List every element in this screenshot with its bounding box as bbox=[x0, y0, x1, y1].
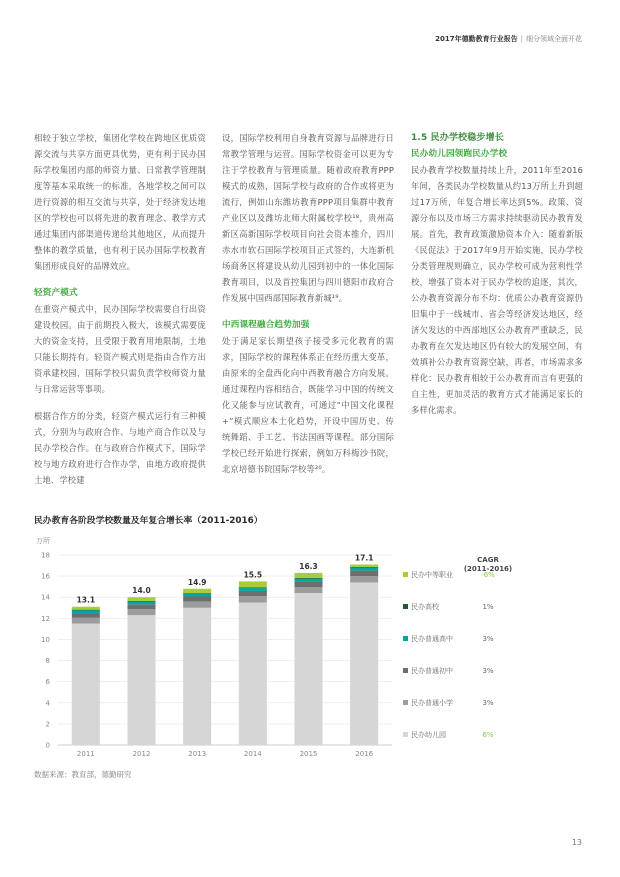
y-tick-label: 8 bbox=[45, 657, 50, 666]
bar-segment bbox=[295, 579, 323, 582]
paragraph: 相较于独立学校，集团化学校在跨地区优质资源交流与共享方面更具优势，更有利于民办国际学校集团内部的师资力量、日常教学管理制度等基本采取统一的标准，各地学校之间可以进行资源的相互交流与共享，处于经济发达地区的学校也可以将先进的教育理念、教学方式通过集团内部渠道传递给其他地区，从而提升整体的教学质量，也有利于民办国际学校教育集团形成良好的品牌效应。 bbox=[34, 133, 206, 271]
report-subtitle: 细分领域全面开花 bbox=[526, 35, 582, 43]
cagr-value: 6% bbox=[482, 731, 494, 739]
bar-segment bbox=[239, 591, 267, 596]
x-tick-label: 2014 bbox=[243, 750, 262, 758]
bar-segment bbox=[72, 613, 100, 618]
bar-segment bbox=[239, 596, 267, 602]
bar-segment bbox=[239, 587, 267, 588]
legend-swatch bbox=[403, 668, 408, 673]
bar-segment bbox=[183, 601, 211, 607]
bar-segment bbox=[350, 571, 378, 576]
bar-segment bbox=[239, 588, 267, 591]
legend-swatch bbox=[403, 636, 408, 641]
paragraph: 根据合作方的分类，轻资产模式运行有三种模式，分别为与政府合作、与地产商合作以及与民办学校合作。在与政府合作模式下，国际学校与地方政府进行合作办学，由地方政府提供土地、学校建 bbox=[34, 411, 206, 485]
bar-segment bbox=[295, 582, 323, 587]
x-tick-label: 2016 bbox=[355, 750, 374, 758]
bar-segment bbox=[183, 596, 211, 601]
bar-segment bbox=[183, 608, 211, 745]
legend-swatch bbox=[403, 572, 408, 577]
bar-segment bbox=[128, 601, 156, 602]
chart-title: 民办教育各阶段学校数量及年复合增长率（2011-2016） bbox=[34, 516, 263, 526]
legend-label: 民办幼儿园 bbox=[411, 731, 446, 739]
legend-swatch bbox=[403, 732, 408, 737]
legend-label: 民办高校 bbox=[411, 603, 439, 611]
bar-segment bbox=[72, 607, 100, 610]
cagr-value: -6% bbox=[481, 571, 495, 579]
bar-segment bbox=[295, 573, 323, 578]
bar-segment bbox=[128, 604, 156, 609]
bar-segment bbox=[350, 567, 378, 568]
bar-segment bbox=[350, 568, 378, 571]
bar-segment bbox=[350, 565, 378, 567]
paragraph: 民办教育学校数量持续上升，2011年至2016年间，各类民办学校数量从约13万所上升到超过17万所，年复合增长率达到5%。政策、资源分布以及市场三方需求持续驱动民办教育发展。首先，教育政策激励资本介入：随着新版《民促法》于2017年9月开始实施，民办学校分类管理规则确立，民办学校可成为营利性学校，增强了资本对于民办学校的追逐，其次，公办教育资源分布不均：优质公办教育资源仍旧集中于一线城市、省会等经济发达地区，经济欠发达的中西部地区公办教育严重缺乏，民办教育在欠发达地区仍有较大的发展空间，有效填补公办教育资源空缺，再者，市场需求多样化：民办教育相较于公办教育而言有更强的自主性，更加灵活的教育方式才能满足家长的多样化需求。 bbox=[411, 165, 583, 415]
cagr-value: 3% bbox=[482, 699, 494, 707]
y-tick-label: 6 bbox=[45, 678, 50, 687]
bar-segment bbox=[350, 576, 378, 582]
legend-label: 民办普通小学 bbox=[411, 699, 453, 707]
bar-segment bbox=[295, 578, 323, 579]
bar-segment bbox=[72, 624, 100, 745]
bar-segment bbox=[239, 603, 267, 746]
paragraph: 设，国际学校利用自身教育资源与品牌进行日常教学管理与运营。国际学校资金可以更为专注于学校教育与管理质量。随着政府教育PPP模式的成熟，国际学校与政府的合作或将更为流行，例如山东潍坊教育PPP项目集群中教育产业区以及潍坊北师大附属校学校¹⁸，贵州高新区高新国际学校项目向社会资本推介，四川赤水市软石国际学校项目正式签约，大连新机场商务区将建设从幼儿园到初中的一体化国际教育项目，以及首控集团与四川德阳市政府合作发展中国西部国际教育新城¹⁹。 bbox=[222, 133, 394, 303]
bar-segment bbox=[128, 615, 156, 745]
bar-segment bbox=[295, 593, 323, 745]
legend-label: 民办普通初中 bbox=[411, 667, 453, 675]
cagr-value: 1% bbox=[482, 603, 494, 611]
x-tick-label: 2011 bbox=[76, 750, 95, 758]
section-title: 1.5 民办学校稳步增长 bbox=[411, 133, 504, 143]
y-tick-label: 16 bbox=[41, 572, 50, 581]
bar-segment bbox=[72, 610, 100, 613]
legend-label: 民办普通高中 bbox=[411, 635, 453, 643]
cagr-title: CAGR bbox=[477, 556, 499, 564]
bar-segment bbox=[128, 597, 156, 601]
legend-swatch bbox=[403, 604, 408, 609]
bar-total-label: 16.3 bbox=[299, 561, 318, 571]
report-title: 2017年德勤教育行业报告 bbox=[435, 35, 518, 43]
y-tick-label: 2 bbox=[45, 720, 50, 729]
bar-segment bbox=[183, 593, 211, 594]
section-heading: 民办幼儿园领跑民办学校 bbox=[411, 149, 508, 159]
y-unit-label: 万所 bbox=[36, 537, 50, 545]
bar-total-label: 17.1 bbox=[354, 553, 374, 563]
bar-segment bbox=[183, 594, 211, 597]
cagr-value: 3% bbox=[482, 635, 494, 643]
bar-segment bbox=[295, 587, 323, 593]
y-tick-label: 14 bbox=[41, 593, 50, 602]
y-tick-label: 10 bbox=[41, 635, 50, 644]
legend-label: 民办中等职业 bbox=[411, 571, 453, 579]
bar-segment bbox=[128, 609, 156, 615]
page-number: 13 bbox=[571, 838, 582, 847]
header-separator: | bbox=[520, 35, 523, 43]
x-tick-label: 2012 bbox=[132, 750, 151, 758]
cagr-subtitle: (2011-2016) bbox=[463, 565, 513, 573]
bar-segment bbox=[128, 602, 156, 605]
y-tick-label: 12 bbox=[41, 614, 50, 623]
bar-total-label: 13.1 bbox=[76, 595, 96, 605]
legend-swatch bbox=[403, 700, 408, 705]
section-heading: 中西课程融合趋势加强 bbox=[222, 320, 310, 330]
bar-segment bbox=[72, 610, 100, 611]
x-tick-label: 2013 bbox=[188, 750, 207, 758]
bar-segment bbox=[183, 589, 211, 593]
bar-total-label: 15.5 bbox=[243, 570, 263, 580]
y-tick-label: 0 bbox=[45, 741, 50, 750]
bar-segment bbox=[72, 618, 100, 624]
paragraph: 在重资产模式中，民办国际学校需要自行出资建设校园。由于前期投入极大，该模式需要庞大的资金支持，且受限于教育用地限制，土地只能长期持有。轻资产模式则是指由合作方出资承建校园，国际学校只需负责学校师资力量与日常运营等事项。 bbox=[34, 304, 206, 394]
bar-segment bbox=[350, 582, 378, 745]
x-tick-label: 2015 bbox=[299, 750, 318, 758]
section-heading: 轻资产模式 bbox=[34, 288, 78, 298]
y-tick-label: 4 bbox=[45, 699, 50, 708]
bar-total-label: 14.9 bbox=[187, 577, 207, 587]
bar-segment bbox=[239, 581, 267, 587]
bar-total-label: 14.0 bbox=[132, 586, 151, 596]
cagr-value: 3% bbox=[482, 667, 494, 675]
y-tick-label: 18 bbox=[41, 551, 50, 560]
paragraph: 处于满足家长期望孩子接受多元化教育的需求，国际学校的课程体系正在经历重大变革，由原来的全盘西化向中西教育融合方向发展。通过课程内容相结合，既能学习中国的传统文化又能参与应试教育，可通过“中国文化课程+”模式顺应本土化趋势，开设中国历史、传统舞蹈、手工艺、书法国画等课程。部分国际学校已经开始进行探索，例如万科梅沙书院，北京培德书院国际学校等²⁰。 bbox=[222, 336, 394, 474]
data-source-note: 数据来源：教育部，德勤研究 bbox=[34, 770, 132, 779]
